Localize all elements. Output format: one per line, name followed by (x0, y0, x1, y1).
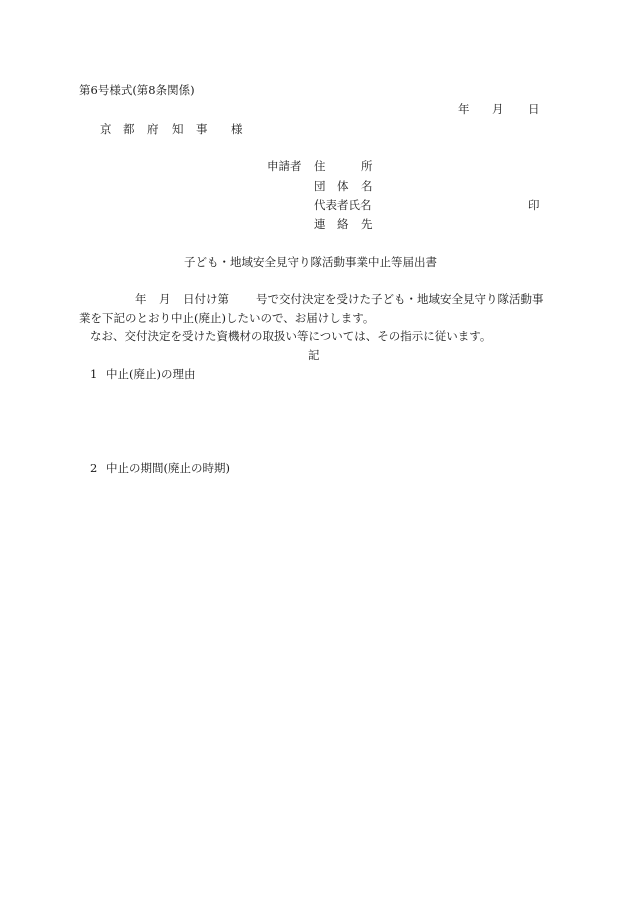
section-number: 1 (90, 367, 98, 381)
body-line1-day-no: 日付け第 (183, 292, 229, 306)
body-line3: なお、交付決定を受けた資機材の取扱い等については、その指示に従います。 (90, 329, 492, 343)
addressee-char: 知 (172, 122, 184, 136)
body-line1-rest: 号で交付決定を受けた子ども・地域安全見守り隊活動事 (256, 292, 544, 306)
section-label: 中止の期間(廃止の時期) (106, 461, 230, 475)
form-number: 第6号様式(第8条関係) (79, 83, 195, 97)
seal-mark: 印 (528, 198, 540, 212)
group-label-char: 名 (361, 179, 373, 193)
document-title: 子ども・地域安全見守り隊活動事業中止等届出書 (184, 255, 437, 269)
group-label-char: 体 (337, 179, 349, 193)
group-label-char: 団 (314, 179, 326, 193)
representative-label: 代表者氏名 (314, 198, 372, 212)
body-line1-month: 月 (159, 292, 171, 306)
section-number: 2 (90, 461, 98, 475)
note-heading: 記 (308, 348, 320, 362)
addressee-char: 事 (196, 122, 208, 136)
body-line1-year: 年 (135, 292, 147, 306)
address-label-char: 住 (314, 159, 326, 173)
addressee-char: 都 (123, 122, 135, 136)
addressee-char: 府 (147, 122, 159, 136)
contact-label-char: 絡 (337, 217, 349, 231)
applicant-label: 申請者 (267, 159, 302, 173)
date-year: 年 (458, 102, 470, 116)
addressee-char: 京 (100, 122, 112, 136)
date-month: 月 (492, 102, 504, 116)
section-label: 中止(廃止)の理由 (106, 367, 196, 381)
body-line2: 業を下記のとおり中止(廃止)したいので、お届けします。 (79, 311, 375, 325)
contact-label-char: 連 (314, 217, 326, 231)
contact-label-char: 先 (361, 217, 373, 231)
date-day: 日 (528, 102, 540, 116)
addressee-honorific: 様 (231, 122, 243, 136)
address-label-char: 所 (361, 159, 373, 173)
